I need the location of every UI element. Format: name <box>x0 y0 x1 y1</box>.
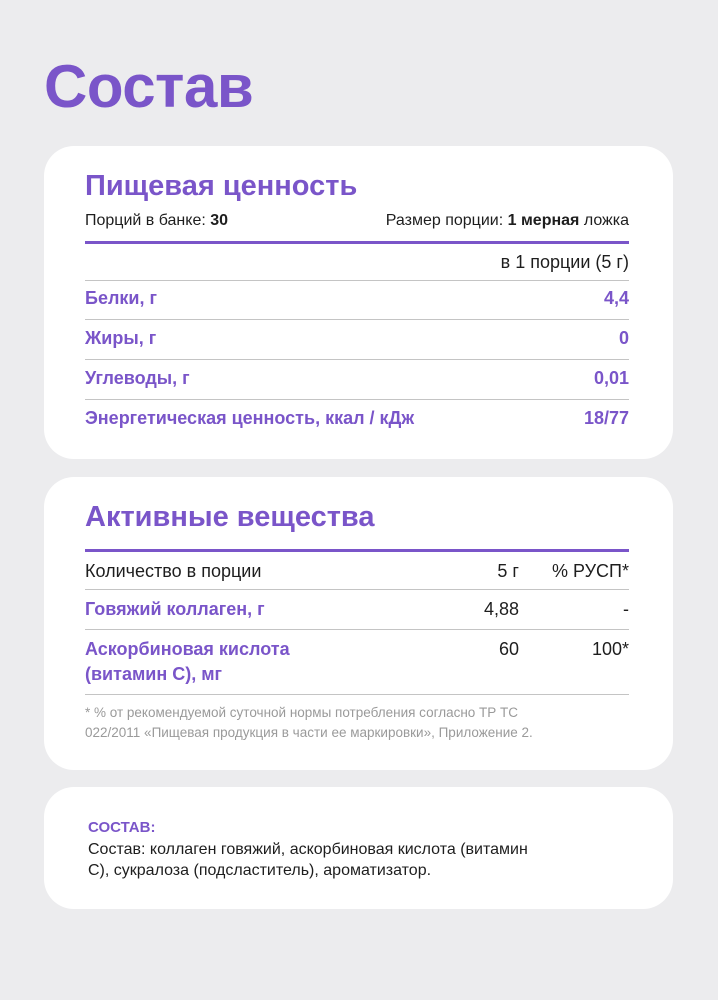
serving-size-unit: ложка <box>583 212 629 229</box>
nutrition-row-fat <box>85 328 629 349</box>
divider <box>85 399 629 400</box>
header-amount: 5 г <box>497 561 519 581</box>
servings-row <box>85 212 629 230</box>
substance-amount: 4,88 <box>483 599 519 619</box>
divider-thick <box>85 241 629 244</box>
nutrient-name: Углеводы, г <box>85 368 190 388</box>
serving-size-value: 1 мерная <box>507 212 580 229</box>
active-title: Активные вещества <box>85 501 375 533</box>
substance-name-line1: Аскорбиновая кислота <box>85 639 290 659</box>
divider-thick <box>85 549 629 552</box>
nutrition-card <box>44 146 673 459</box>
serving-size-label: Размер порции: <box>385 212 504 229</box>
nutrition-title: Пищевая ценность <box>85 170 358 202</box>
substance-name-line2: (витамин С), мг <box>85 664 223 684</box>
footnote <box>85 703 629 743</box>
serving-size <box>386 212 629 230</box>
substance-pct: - <box>623 599 629 619</box>
nutrient-value: 0 <box>618 328 629 348</box>
active-header-row <box>85 561 629 582</box>
footnote-line2: 022/2011 «Пищевая продукция в части ее маркировки», Приложение 2. <box>85 725 533 740</box>
substance-amount: 60 <box>498 639 519 659</box>
servings-per-container <box>85 212 228 230</box>
composition-text <box>88 839 623 881</box>
divider <box>85 589 629 590</box>
composition-card <box>44 787 673 909</box>
divider <box>85 359 629 360</box>
nutrition-row-protein <box>85 288 629 309</box>
composition-text-line2: С), сукралоза (подсластитель), ароматизатор. <box>88 862 432 879</box>
divider <box>85 280 629 281</box>
servings-value: 30 <box>210 212 229 229</box>
composition-heading: СОСТАВ: <box>88 819 156 836</box>
header-pct: % РУСП* <box>552 561 629 581</box>
nutrient-name: Белки, г <box>85 288 157 308</box>
nutrition-row-energy <box>85 408 629 429</box>
divider <box>85 319 629 320</box>
nutrient-name: Жиры, г <box>85 328 157 348</box>
header-name: Количество в порции <box>85 561 262 581</box>
servings-label: Порций в банке: <box>85 212 206 229</box>
nutrient-value: 18/77 <box>583 408 629 428</box>
substance-pct: 100* <box>591 639 629 659</box>
nutrient-value: 0,01 <box>593 368 629 388</box>
substance-name <box>85 637 439 687</box>
composition-text-line1: Состав: коллаген говяжий, аскорбиновая кислота (витамин <box>88 841 528 858</box>
divider <box>85 694 629 695</box>
active-row-collagen <box>85 597 629 622</box>
page-title: Состав <box>44 53 254 120</box>
substance-name: Говяжий коллаген, г <box>85 599 265 619</box>
footnote-line1: * % от рекомендуемой суточной нормы потребления согласно ТР ТС <box>85 705 519 720</box>
active-row-vitamin-c <box>85 637 629 687</box>
nutrient-value: 4,4 <box>603 288 629 308</box>
nutrition-row-carbs <box>85 368 629 389</box>
nutrient-name: Энергетическая ценность, ккал / кДж <box>85 408 415 428</box>
per-serving-header: в 1 порции (5 г) <box>500 252 629 272</box>
active-substances-card <box>44 477 673 770</box>
divider <box>85 629 629 630</box>
